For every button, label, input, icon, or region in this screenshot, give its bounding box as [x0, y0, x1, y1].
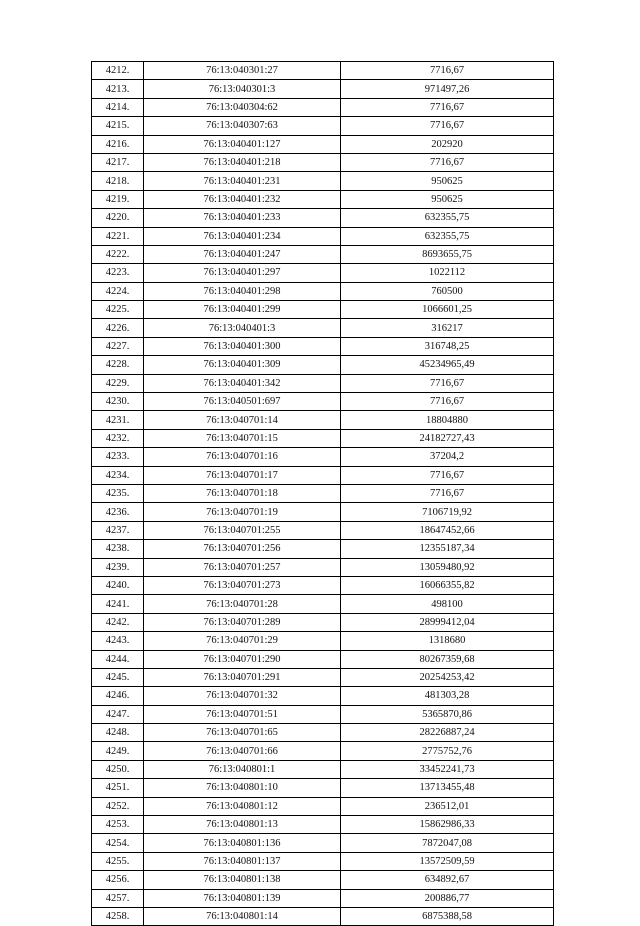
table-row: [92, 374, 554, 392]
table-row: [92, 62, 554, 80]
cadastral-value-cell: 28226887,24: [341, 724, 554, 742]
cadastral-value-cell: 13572509,59: [341, 852, 554, 870]
cadastral-number-cell: 76:13:040701:28: [144, 595, 341, 613]
cadastral-number-cell: 76:13:040701:257: [144, 558, 341, 576]
table-row: [92, 172, 554, 190]
cadastral-value-cell: 7716,67: [341, 466, 554, 484]
table-row: [92, 245, 554, 263]
cadastral-value-cell: 7872047,08: [341, 834, 554, 852]
cadastral-number-cell: 76:13:040401:300: [144, 337, 341, 355]
cadastral-value-cell: 7716,67: [341, 62, 554, 80]
table-row: [92, 319, 554, 337]
table-row: [92, 503, 554, 521]
cadastral-value-cell: 1022112: [341, 264, 554, 282]
table-row: [92, 742, 554, 760]
cadastral-number-cell: 76:13:040501:697: [144, 393, 341, 411]
cadastral-value-cell: 24182727,43: [341, 429, 554, 447]
row-number-cell: 4242.: [92, 613, 144, 631]
table-row: [92, 153, 554, 171]
cadastral-number-cell: 76:13:040701:51: [144, 705, 341, 723]
cadastral-number-cell: 76:13:040701:19: [144, 503, 341, 521]
cadastral-number-cell: 76:13:040801:138: [144, 871, 341, 889]
row-number-cell: 4252.: [92, 797, 144, 815]
table-row: [92, 907, 554, 925]
row-number-cell: 4220.: [92, 209, 144, 227]
table-row: [92, 834, 554, 852]
row-number-cell: 4241.: [92, 595, 144, 613]
table-row: [92, 98, 554, 116]
cadastral-value-cell: 13713455,48: [341, 779, 554, 797]
cadastral-value-cell: 45234965,49: [341, 356, 554, 374]
row-number-cell: 4235.: [92, 484, 144, 502]
table-row: [92, 871, 554, 889]
cadastral-value-cell: 12355187,34: [341, 540, 554, 558]
cadastral-number-cell: 76:13:040701:255: [144, 521, 341, 539]
table-row: [92, 282, 554, 300]
row-number-cell: 4224.: [92, 282, 144, 300]
cadastral-value-cell: 5365870,86: [341, 705, 554, 723]
row-number-cell: 4257.: [92, 889, 144, 907]
table-row: [92, 356, 554, 374]
cadastral-number-cell: 76:13:040307:63: [144, 117, 341, 135]
cadastral-value-cell: 28999412,04: [341, 613, 554, 631]
row-number-cell: 4237.: [92, 521, 144, 539]
cadastral-number-cell: 76:13:040301:3: [144, 80, 341, 98]
table-row: [92, 852, 554, 870]
row-number-cell: 4243.: [92, 632, 144, 650]
cadastral-value-cell: 200886,77: [341, 889, 554, 907]
table-row: [92, 337, 554, 355]
table-row: [92, 668, 554, 686]
cadastral-value-cell: 13059480,92: [341, 558, 554, 576]
table-row: [92, 797, 554, 815]
cadastral-number-cell: 76:13:040701:273: [144, 576, 341, 594]
row-number-cell: 4225.: [92, 301, 144, 319]
cadastral-value-cell: 236512,01: [341, 797, 554, 815]
row-number-cell: 4251.: [92, 779, 144, 797]
table-row: [92, 705, 554, 723]
table-row: [92, 540, 554, 558]
row-number-cell: 4239.: [92, 558, 144, 576]
cadastral-number-cell: 76:13:040701:15: [144, 429, 341, 447]
cadastral-value-cell: 7716,67: [341, 484, 554, 502]
row-number-cell: 4245.: [92, 668, 144, 686]
cadastral-number-cell: 76:13:040801:136: [144, 834, 341, 852]
cadastral-value-cell: 1066601,25: [341, 301, 554, 319]
cadastral-number-cell: 76:13:040801:1: [144, 760, 341, 778]
row-number-cell: 4258.: [92, 907, 144, 925]
cadastral-value-cell: 632355,75: [341, 209, 554, 227]
table-row: [92, 650, 554, 668]
cadastral-value-cell: 950625: [341, 190, 554, 208]
cadastral-number-cell: 76:13:040401:3: [144, 319, 341, 337]
table-row: [92, 724, 554, 742]
cadastral-value-cell: 16066355,82: [341, 576, 554, 594]
table-row: [92, 448, 554, 466]
cadastral-value-cell: 33452241,73: [341, 760, 554, 778]
cadastral-number-cell: 76:13:040801:13: [144, 816, 341, 834]
table-row: [92, 209, 554, 227]
row-number-cell: 4228.: [92, 356, 144, 374]
table-row: [92, 558, 554, 576]
cadastral-number-cell: 76:13:040701:291: [144, 668, 341, 686]
table-row: [92, 411, 554, 429]
cadastral-value-cell: 6875388,58: [341, 907, 554, 925]
cadastral-value-cell: 18647452,66: [341, 521, 554, 539]
cadastral-number-cell: 76:13:040401:298: [144, 282, 341, 300]
cadastral-value-cell: 7716,67: [341, 374, 554, 392]
cadastral-number-cell: 76:13:040304:62: [144, 98, 341, 116]
cadastral-value-cell: 202920: [341, 135, 554, 153]
row-number-cell: 4216.: [92, 135, 144, 153]
row-number-cell: 4227.: [92, 337, 144, 355]
row-number-cell: 4222.: [92, 245, 144, 263]
row-number-cell: 4221.: [92, 227, 144, 245]
cadastral-number-cell: 76:13:040701:256: [144, 540, 341, 558]
row-number-cell: 4219.: [92, 190, 144, 208]
cadastral-value-cell: 80267359,68: [341, 650, 554, 668]
cadastral-number-cell: 76:13:040301:27: [144, 62, 341, 80]
cadastral-number-cell: 76:13:040401:297: [144, 264, 341, 282]
row-number-cell: 4215.: [92, 117, 144, 135]
row-number-cell: 4255.: [92, 852, 144, 870]
cadastral-number-cell: 76:13:040401:231: [144, 172, 341, 190]
cadastral-number-cell: 76:13:040801:10: [144, 779, 341, 797]
cadastral-value-cell: 15862986,33: [341, 816, 554, 834]
table-row: [92, 613, 554, 631]
cadastral-number-cell: 76:13:040701:29: [144, 632, 341, 650]
row-number-cell: 4249.: [92, 742, 144, 760]
cadastral-value-cell: 760500: [341, 282, 554, 300]
cadastral-value-cell: 18804880: [341, 411, 554, 429]
table-row: [92, 429, 554, 447]
cadastral-number-cell: 76:13:040401:218: [144, 153, 341, 171]
table-body: [92, 62, 554, 926]
cadastral-number-cell: 76:13:040701:14: [144, 411, 341, 429]
table-row: [92, 521, 554, 539]
row-number-cell: 4236.: [92, 503, 144, 521]
table-row: [92, 484, 554, 502]
cadastral-value-cell: 632355,75: [341, 227, 554, 245]
cadastral-number-cell: 76:13:040801:137: [144, 852, 341, 870]
row-number-cell: 4248.: [92, 724, 144, 742]
table-row: [92, 595, 554, 613]
row-number-cell: 4230.: [92, 393, 144, 411]
row-number-cell: 4231.: [92, 411, 144, 429]
cadastral-value-cell: 7716,67: [341, 393, 554, 411]
cadastral-value-cell: 37204,2: [341, 448, 554, 466]
table-row: [92, 135, 554, 153]
row-number-cell: 4247.: [92, 705, 144, 723]
cadastral-value-cell: 481303,28: [341, 687, 554, 705]
table-row: [92, 227, 554, 245]
table-row: [92, 190, 554, 208]
row-number-cell: 4234.: [92, 466, 144, 484]
cadastral-value-cell: 316748,25: [341, 337, 554, 355]
table-row: [92, 760, 554, 778]
table-row: [92, 816, 554, 834]
cadastral-number-cell: 76:13:040701:32: [144, 687, 341, 705]
cadastral-number-cell: 76:13:040701:18: [144, 484, 341, 502]
cadastral-number-cell: 76:13:040401:232: [144, 190, 341, 208]
row-number-cell: 4256.: [92, 871, 144, 889]
cadastral-number-cell: 76:13:040801:12: [144, 797, 341, 815]
row-number-cell: 4244.: [92, 650, 144, 668]
cadastral-value-cell: 498100: [341, 595, 554, 613]
row-number-cell: 4218.: [92, 172, 144, 190]
table-row: [92, 632, 554, 650]
cadastral-number-cell: 76:13:040701:289: [144, 613, 341, 631]
row-number-cell: 4238.: [92, 540, 144, 558]
cadastral-value-cell: 7106719,92: [341, 503, 554, 521]
row-number-cell: 4250.: [92, 760, 144, 778]
cadastral-number-cell: 76:13:040701:17: [144, 466, 341, 484]
cadastral-value-cell: 2775752,76: [341, 742, 554, 760]
table-row: [92, 117, 554, 135]
table-row: [92, 466, 554, 484]
row-number-cell: 4223.: [92, 264, 144, 282]
table-row: [92, 687, 554, 705]
cadastral-number-cell: 76:13:040401:342: [144, 374, 341, 392]
cadastral-value-cell: 634892,67: [341, 871, 554, 889]
row-number-cell: 4253.: [92, 816, 144, 834]
cadastral-number-cell: 76:13:040801:14: [144, 907, 341, 925]
table-row: [92, 393, 554, 411]
row-number-cell: 4229.: [92, 374, 144, 392]
table-row: [92, 264, 554, 282]
cadastral-value-cell: 971497,26: [341, 80, 554, 98]
cadastral-number-cell: 76:13:040701:16: [144, 448, 341, 466]
cadastral-number-cell: 76:13:040401:299: [144, 301, 341, 319]
cadastral-value-cell: 950625: [341, 172, 554, 190]
row-number-cell: 4240.: [92, 576, 144, 594]
cadastral-value-cell: 1318680: [341, 632, 554, 650]
row-number-cell: 4233.: [92, 448, 144, 466]
cadastral-value-cell: 20254253,42: [341, 668, 554, 686]
cadastral-number-cell: 76:13:040401:234: [144, 227, 341, 245]
cadastral-number-cell: 76:13:040701:65: [144, 724, 341, 742]
cadastral-value-cell: 316217: [341, 319, 554, 337]
cadastral-value-cell: 7716,67: [341, 117, 554, 135]
row-number-cell: 4254.: [92, 834, 144, 852]
cadastral-value-cell: 8693655,75: [341, 245, 554, 263]
row-number-cell: 4246.: [92, 687, 144, 705]
cadastral-value-cell: 7716,67: [341, 98, 554, 116]
cadastral-number-cell: 76:13:040401:247: [144, 245, 341, 263]
cadastral-number-cell: 76:13:040401:233: [144, 209, 341, 227]
cadastral-number-cell: 76:13:040401:309: [144, 356, 341, 374]
row-number-cell: 4232.: [92, 429, 144, 447]
table-row: [92, 576, 554, 594]
table-row: [92, 80, 554, 98]
cadastral-value-table: [91, 61, 554, 926]
cadastral-number-cell: 76:13:040801:139: [144, 889, 341, 907]
cadastral-number-cell: 76:13:040701:66: [144, 742, 341, 760]
cadastral-number-cell: 76:13:040701:290: [144, 650, 341, 668]
table-row: [92, 779, 554, 797]
table-row: [92, 301, 554, 319]
cadastral-number-cell: 76:13:040401:127: [144, 135, 341, 153]
cadastral-value-cell: 7716,67: [341, 153, 554, 171]
row-number-cell: 4212.: [92, 62, 144, 80]
row-number-cell: 4214.: [92, 98, 144, 116]
row-number-cell: 4217.: [92, 153, 144, 171]
row-number-cell: 4213.: [92, 80, 144, 98]
row-number-cell: 4226.: [92, 319, 144, 337]
